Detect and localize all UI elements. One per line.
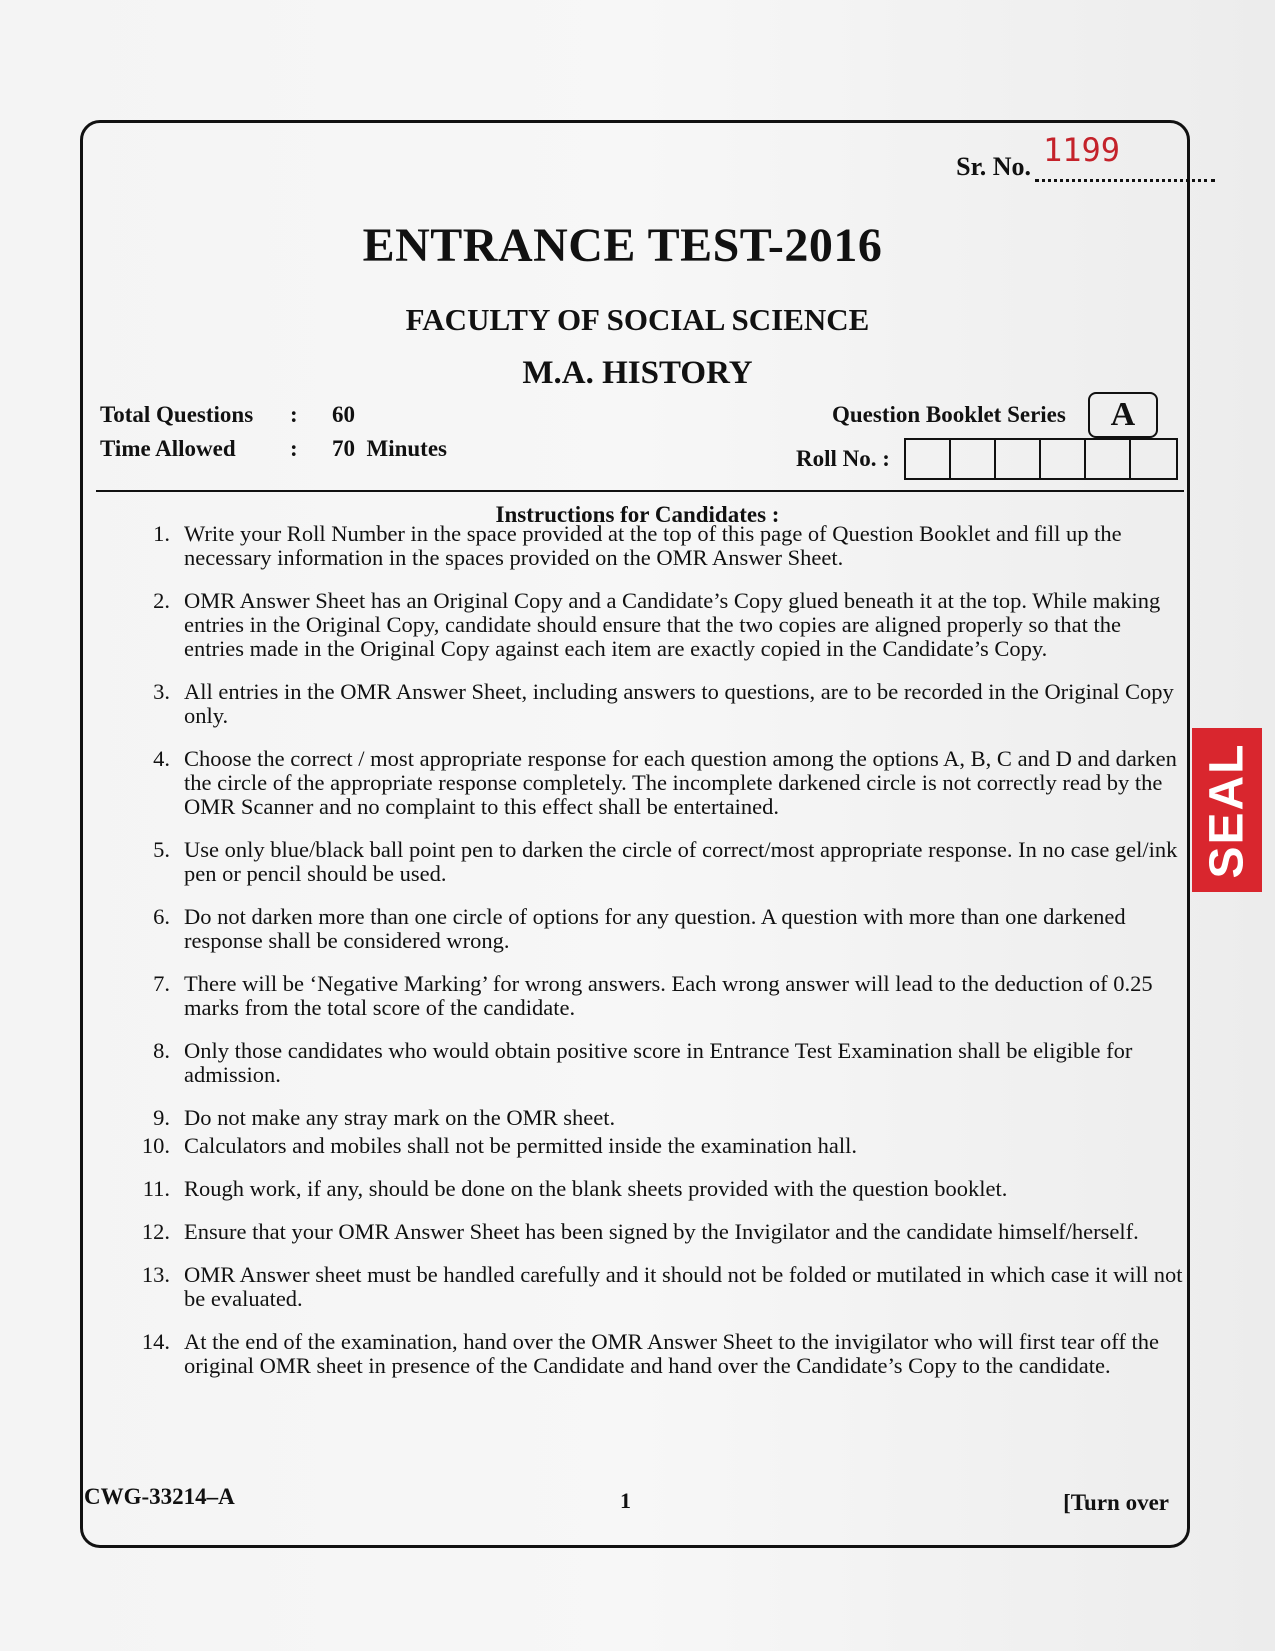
roll-number xyxy=(796,438,1178,480)
item-text: Rough work, if any, should be done on the blank sheets provided with the question booklet. xyxy=(184,1176,1008,1201)
serial-number-value: 1199 xyxy=(1043,131,1121,169)
title-text: ENTRANCE TEST-2016 xyxy=(362,219,883,272)
item-text: OMR Answer sheet must be handled carefully and it should not be folded or mutilated in which case it will not be evaluated. xyxy=(184,1262,1183,1311)
total-questions-value: 60 xyxy=(332,402,355,427)
item-number: 10. xyxy=(141,1133,170,1158)
roll-number-boxes xyxy=(904,438,1178,480)
item-number: 2. xyxy=(153,588,170,613)
booklet-series-box: A xyxy=(1088,392,1158,438)
total-questions-label: Total Questions xyxy=(100,402,254,427)
roll-digit-box[interactable] xyxy=(996,440,1041,478)
roll-number-label: Roll No. : xyxy=(796,446,890,471)
list-item xyxy=(126,747,1186,819)
list-item xyxy=(126,972,1186,1020)
booklet-code: CWG-33214–A xyxy=(84,1484,235,1509)
page-number: 1 xyxy=(620,1488,631,1513)
item-text: Only those candidates who would obtain positive score in Entrance Test Examination shall be eligible for admission. xyxy=(184,1038,1133,1087)
header-divider xyxy=(96,490,1184,492)
time-allowed-value: 70 Minutes xyxy=(332,436,447,461)
list-item xyxy=(126,1039,1186,1087)
serial-number-row xyxy=(956,131,1215,182)
roll-digit-box[interactable] xyxy=(906,440,951,478)
item-number: 14. xyxy=(141,1329,170,1354)
list-item xyxy=(126,1263,1186,1311)
item-number: 5. xyxy=(153,837,170,862)
seal-sticker xyxy=(1192,728,1262,892)
exam-meta xyxy=(100,398,447,466)
list-item xyxy=(126,838,1186,886)
item-number: 7. xyxy=(153,971,170,996)
item-text: There will be ‘Negative Marking’ for wrong answers. Each wrong answer will lead to the deduction of 0.25 marks from the total score of the candidate. xyxy=(184,971,1153,1020)
item-number: 3. xyxy=(153,679,170,704)
list-item xyxy=(126,589,1186,661)
item-number: 4. xyxy=(153,746,170,771)
roll-digit-box[interactable] xyxy=(951,440,996,478)
time-allowed-label: Time Allowed xyxy=(100,436,236,461)
list-item xyxy=(126,905,1186,953)
item-text: Use only blue/black ball point pen to darken the circle of correct/most appropriate response. In no case gel/ink pen or pencil should be used. xyxy=(184,837,1178,886)
instructions-list xyxy=(126,522,1186,1397)
instructions-heading: Instructions for Candidates : xyxy=(495,502,780,527)
list-item xyxy=(126,1330,1186,1378)
item-text: Ensure that your OMR Answer Sheet has been signed by the Invigilator and the candidate himself/herself. xyxy=(184,1219,1139,1244)
item-number: 13. xyxy=(141,1262,170,1287)
time-allowed-row xyxy=(100,432,447,466)
turn-over-note: [Turn over xyxy=(1063,1490,1169,1515)
item-text: Write your Roll Number in the space provided at the top of this page of Question Booklet and fill up the necessary information in the spaces provided on the OMR Answer Sheet. xyxy=(184,521,1122,570)
subject-heading: M.A. HISTORY xyxy=(522,355,753,391)
serial-number-label: Sr. No. xyxy=(956,152,1031,181)
separator: : xyxy=(290,402,298,427)
item-text: OMR Answer Sheet has an Original Copy and a Candidate’s Copy glued beneath it at the top. While making entries in the Original Copy, candidate should ensure that the two copies are aligned properly so that the entries made in the Original Copy against each item are exactly copied in the Candidate’s Copy. xyxy=(184,588,1161,661)
item-text: Do not darken more than one circle of options for any question. A question with more than one darkened response shall be considered wrong. xyxy=(184,904,1126,953)
separator: : xyxy=(290,436,298,461)
item-text: All entries in the OMR Answer Sheet, including answers to questions, are to be recorded in the Original Copy only. xyxy=(184,679,1174,728)
page-title xyxy=(0,218,1275,273)
item-number: 1. xyxy=(153,521,170,546)
faculty-heading: FACULTY OF SOCIAL SCIENCE xyxy=(405,302,870,337)
roll-digit-box[interactable] xyxy=(1131,440,1176,478)
total-questions-row xyxy=(100,398,447,432)
roll-digit-box[interactable] xyxy=(1041,440,1086,478)
booklet-series xyxy=(832,392,1158,438)
list-item xyxy=(126,1220,1186,1244)
seal-label: SEAL xyxy=(1200,741,1254,879)
item-text: Do not make any stray mark on the OMR sheet. xyxy=(184,1105,616,1130)
item-number: 9. xyxy=(153,1105,170,1130)
list-item xyxy=(126,680,1186,728)
item-number: 6. xyxy=(153,904,170,929)
booklet-series-label: Question Booklet Series xyxy=(832,402,1066,427)
list-item xyxy=(126,1134,1186,1158)
item-text: Choose the correct / most appropriate response for each question among the options A, B, C and D and darken the circle of the appropriate response completely. The incomplete darkened circle is not correctly read by the OMR Scanner and no complaint to this effect shall be entertained. xyxy=(184,746,1177,819)
item-text: Calculators and mobiles shall not be permitted inside the examination hall. xyxy=(184,1133,857,1158)
item-number: 8. xyxy=(153,1038,170,1063)
item-text: At the end of the examination, hand over the OMR Answer Sheet to the invigilator who will first tear off the original OMR sheet in presence of the Candidate and hand over the Candidate’s Copy to the candidate. xyxy=(184,1329,1159,1378)
item-number: 12. xyxy=(141,1219,170,1244)
roll-digit-box[interactable] xyxy=(1086,440,1131,478)
list-item xyxy=(126,1177,1186,1201)
list-item xyxy=(126,1106,1186,1130)
item-number: 11. xyxy=(142,1176,170,1201)
list-item xyxy=(126,522,1186,570)
serial-number-field xyxy=(1035,131,1215,182)
